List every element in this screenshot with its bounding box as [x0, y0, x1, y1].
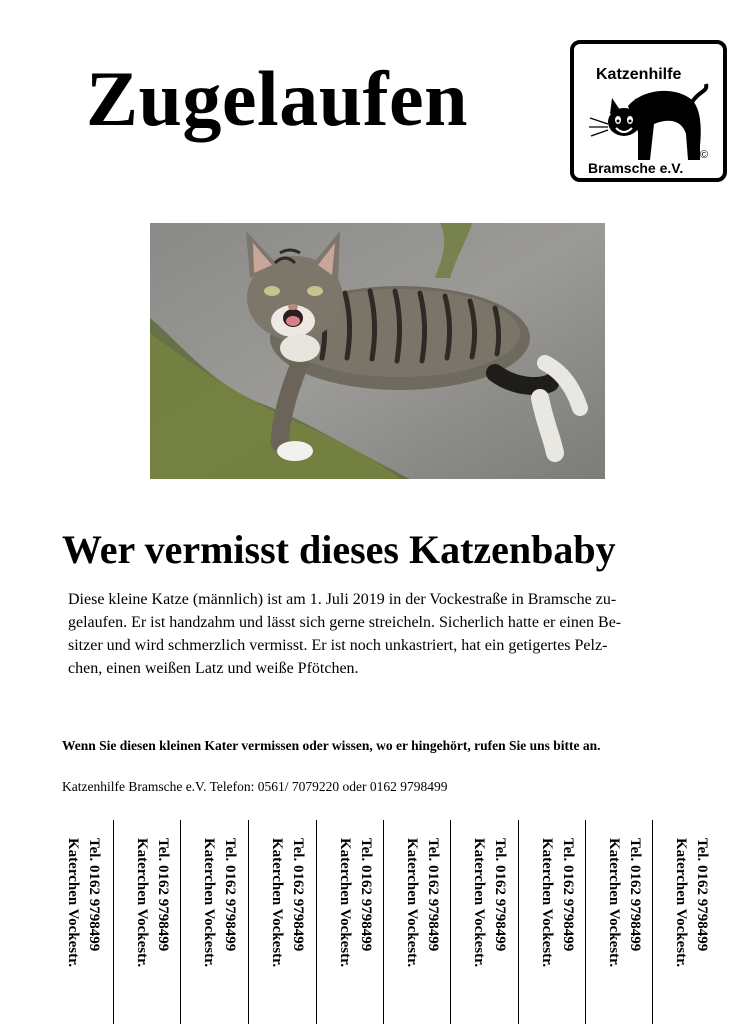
- tab-phone: Tel. 0162 9798499: [155, 838, 171, 952]
- description-line: chen, einen weißen Latz und weiße Pfötchen.: [68, 660, 359, 677]
- tear-off-tab[interactable]: [45, 820, 112, 1024]
- tear-off-tab[interactable]: [316, 820, 383, 1024]
- tear-off-tab[interactable]: [450, 820, 517, 1024]
- tear-off-tab[interactable]: [383, 820, 450, 1024]
- subtitle: Wer vermisst dieses Katzenbaby: [62, 527, 616, 572]
- tab-note: Katerchen Vockestr.: [539, 838, 555, 968]
- tab-phone: Tel. 0162 9798499: [425, 838, 441, 952]
- tear-off-tabs: [45, 820, 735, 1024]
- description-line: Diese kleine Katze (männlich) ist am 1. Juli 2019 in der Vockestraße in Bramsche zu-: [68, 591, 617, 608]
- kitten-photo-image: [150, 223, 605, 479]
- tab-phone: Tel. 0162 9798499: [560, 838, 576, 952]
- tab-phone: Tel. 0162 9798499: [694, 838, 710, 952]
- tab-note: Katerchen Vockestr.: [606, 838, 622, 968]
- tear-off-tab[interactable]: [248, 820, 315, 1024]
- tab-note: Katerchen Vockestr.: [404, 838, 420, 968]
- tab-phone: Tel. 0162 9798499: [86, 838, 102, 952]
- katzenhilfe-logo: [570, 40, 727, 182]
- tear-off-tab[interactable]: [518, 820, 585, 1024]
- description-line: gelaufen. Er ist handzahm und lässt sich gerne streicheln. Sicherlich hatte er einen Be-: [68, 614, 622, 631]
- logo-text-top: Katzenhilfe: [596, 66, 682, 83]
- tab-phone: Tel. 0162 9798499: [222, 838, 238, 952]
- description: [68, 588, 690, 680]
- tab-note: Katerchen Vockestr.: [337, 838, 353, 968]
- description-line: sitzer und wird schmerzlich vermisst. Er ist noch unkastriert, hat ein getigertes Pelz-: [68, 637, 608, 654]
- tear-off-tab[interactable]: [652, 820, 719, 1024]
- tab-note: Katerchen Vockestr.: [134, 838, 150, 968]
- tab-note: Katerchen Vockestr.: [65, 838, 81, 968]
- tab-phone: Tel. 0162 9798499: [492, 838, 508, 952]
- tab-note: Katerchen Vockestr.: [269, 838, 285, 968]
- tab-phone: Tel. 0162 9798499: [358, 838, 374, 952]
- logo-copyright: ©: [700, 149, 709, 161]
- tear-off-tab[interactable]: [113, 820, 180, 1024]
- cat-silhouette-icon: [588, 82, 713, 162]
- kitten-photo: [150, 223, 605, 479]
- contact-request: Wenn Sie diesen kleinen Kater vermissen oder wissen, wo er hingehört, rufen Sie uns bitte an.: [62, 738, 601, 753]
- tab-note: Katerchen Vockestr.: [471, 838, 487, 968]
- tab-note: Katerchen Vockestr.: [201, 838, 217, 968]
- tab-phone: Tel. 0162 9798499: [290, 838, 306, 952]
- tab-phone: Tel. 0162 9798499: [627, 838, 643, 952]
- phone-info: Katzenhilfe Bramsche e.V. Telefon: 0561/ 7079220 oder 0162 9798499: [62, 779, 448, 794]
- logo-text-bottom: Bramsche e.V.: [588, 160, 684, 176]
- tab-note: Katerchen Vockestr.: [673, 838, 689, 968]
- page-title: Zugelaufen: [86, 55, 469, 142]
- tear-off-tab[interactable]: [585, 820, 652, 1024]
- tear-off-tab[interactable]: [180, 820, 247, 1024]
